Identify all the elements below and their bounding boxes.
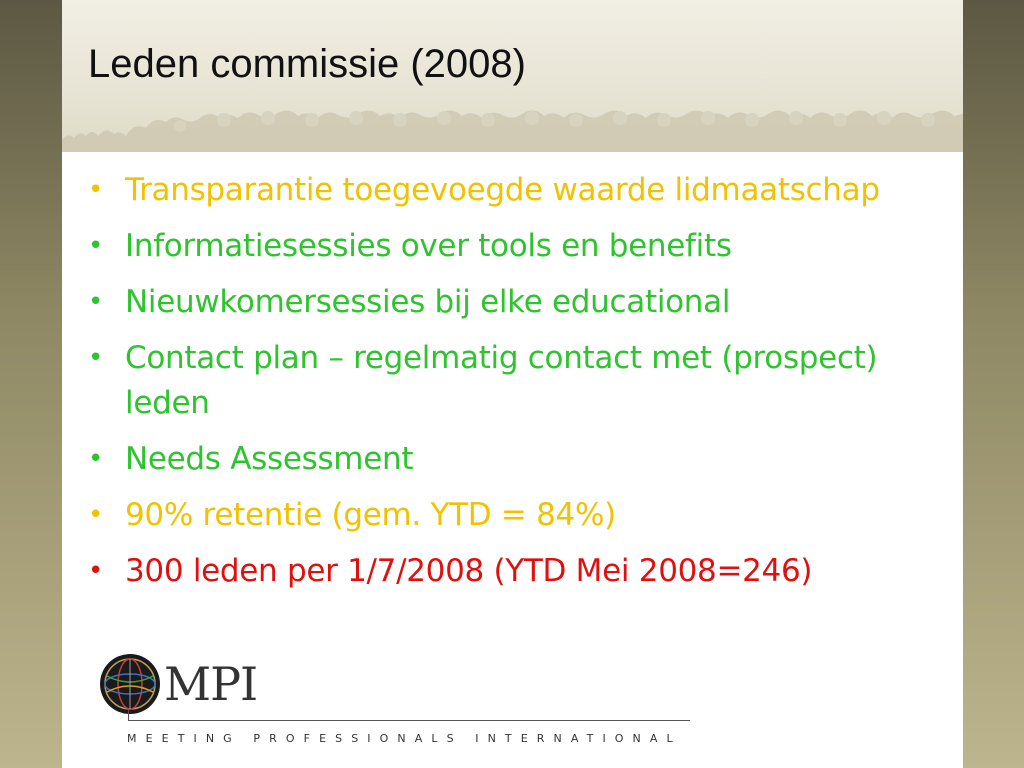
- bullet-dot: •: [88, 175, 104, 205]
- bullet-dot: •: [88, 500, 104, 530]
- bullet-dot: •: [88, 343, 104, 373]
- bullet-text: Nieuwkomersessies bij elke educational: [125, 284, 731, 320]
- right-side-panel: [962, 0, 1024, 768]
- bullet-text: Transparantie toegevoegde waarde lidmaatschap: [125, 172, 880, 208]
- bullet-item: [88, 493, 948, 538]
- bullet-item: [88, 224, 948, 269]
- bullet-item: [88, 336, 948, 426]
- bullet-list: [88, 168, 948, 605]
- slide-title: Leden commissie (2008): [88, 42, 526, 86]
- bullet-dot: •: [88, 231, 104, 261]
- bullet-text: 300 leden per 1/7/2008 (YTD Mei 2008=246): [125, 553, 813, 589]
- slide-header: [62, 0, 963, 152]
- logo-tagline: MEETING PROFESSIONALS INTERNATIONAL: [127, 732, 682, 745]
- bullet-item: [88, 549, 948, 594]
- bullet-item: [88, 437, 948, 482]
- bullet-item: [88, 280, 948, 325]
- logo-wordmark: MPI: [164, 657, 258, 711]
- bullet-dot: •: [88, 444, 104, 474]
- left-side-panel: [0, 0, 62, 768]
- crowd-silhouette-banner: [62, 106, 963, 152]
- bullet-item: [88, 168, 948, 213]
- bullet-text: 90% retentie (gem. YTD = 84%): [125, 497, 616, 533]
- bullet-text: Needs Assessment: [125, 441, 414, 477]
- logo-divider-line: [128, 720, 690, 721]
- bullet-text: Contact plan – regelmatig contact met (prospect) leden: [125, 340, 878, 421]
- globe-icon: [98, 652, 162, 716]
- bullet-text: Informatiesessies over tools en benefits: [125, 228, 732, 264]
- slide: [62, 0, 963, 768]
- bullet-dot: •: [88, 287, 104, 317]
- mpi-logo: [98, 652, 698, 756]
- bullet-dot: •: [88, 556, 104, 586]
